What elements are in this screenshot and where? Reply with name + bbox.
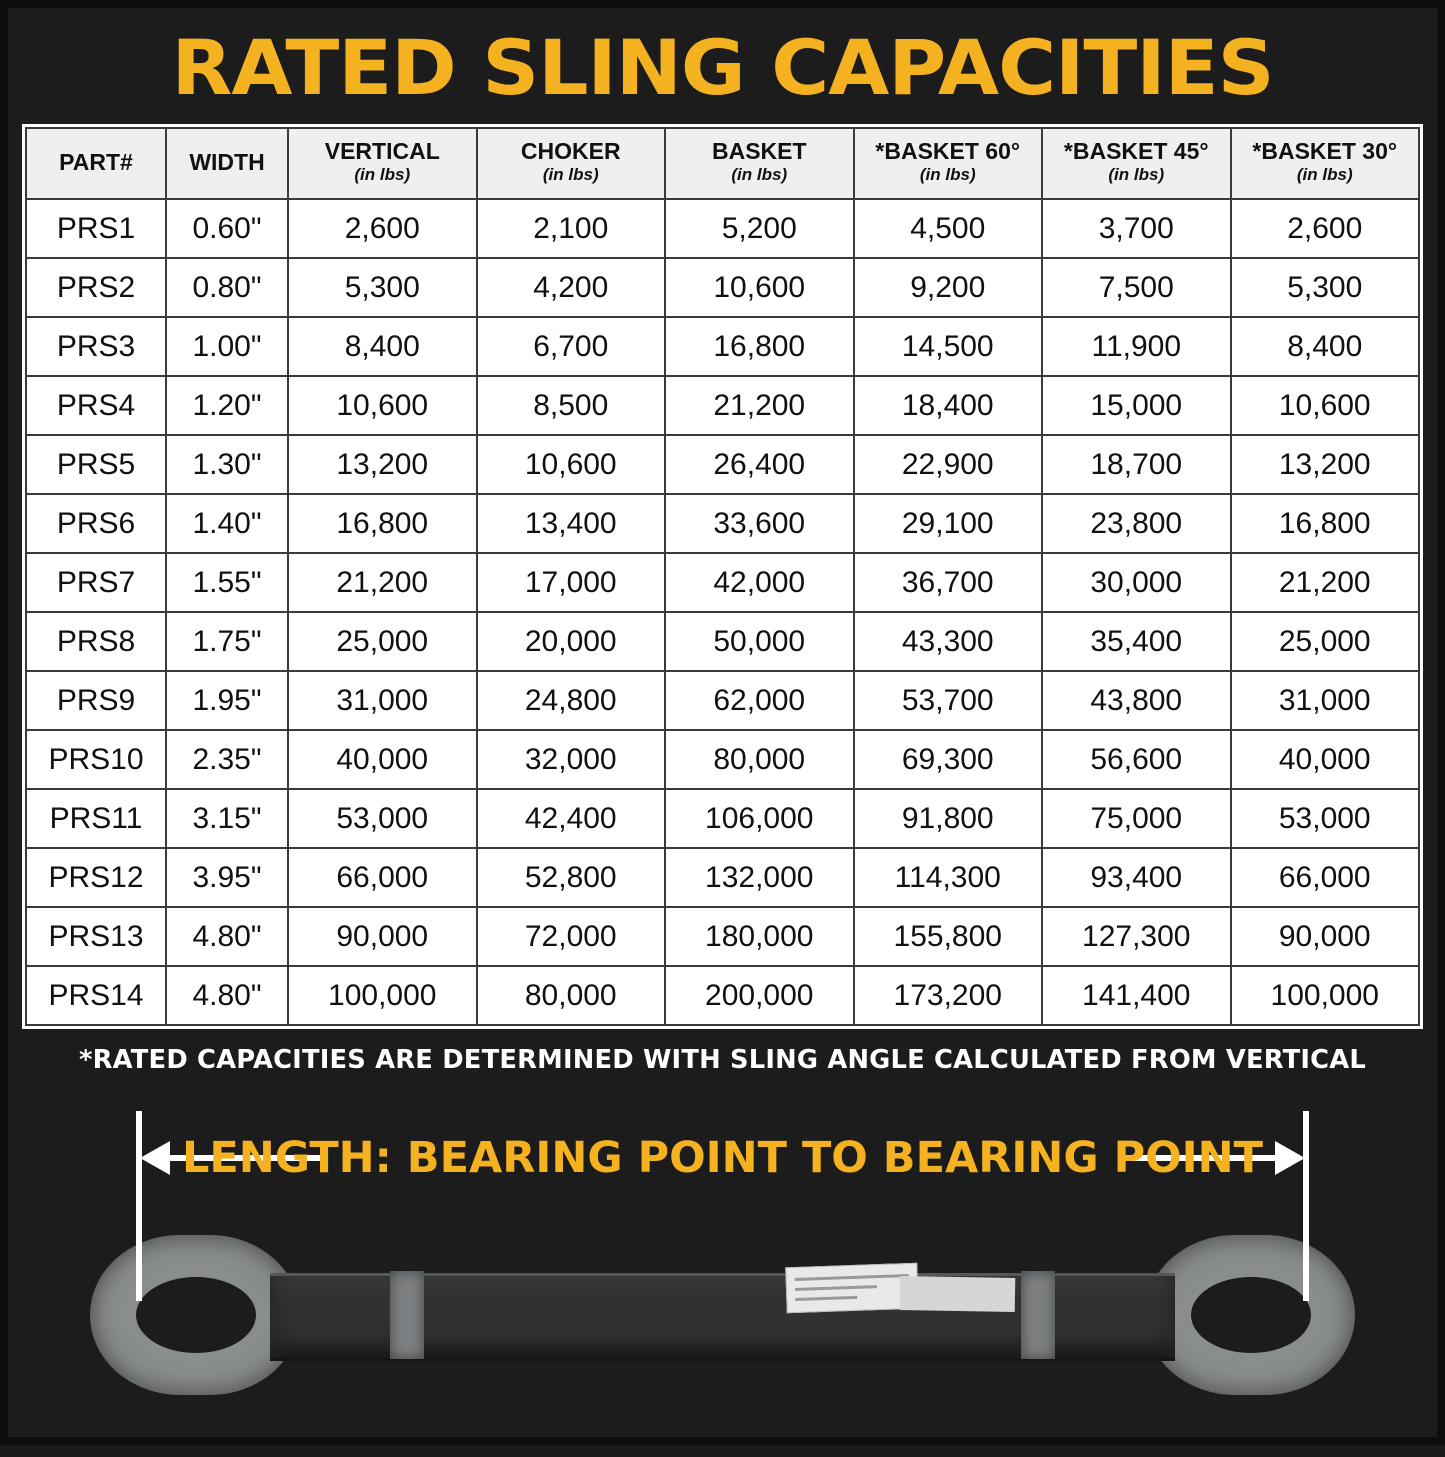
cell-basket-30: 5,300 [1231,258,1420,317]
cell-vertical: 10,600 [288,376,477,435]
tag-line [795,1296,857,1301]
column-header-part [26,128,166,199]
tag-line [795,1286,877,1292]
cell-basket: 10,600 [665,258,854,317]
cell-basket: 200,000 [665,966,854,1025]
table-row [26,317,1419,376]
cell-basket-30: 8,400 [1231,317,1420,376]
cell-basket: 106,000 [665,789,854,848]
cell-width: 4.80" [166,966,288,1025]
cell-vertical: 8,400 [288,317,477,376]
table-row [26,258,1419,317]
cell-choker: 52,800 [477,848,666,907]
column-header-basket-45 [1042,128,1231,199]
cell-choker: 32,000 [477,730,666,789]
header-sub: (in lbs) [354,165,411,185]
cell-basket: 80,000 [665,730,854,789]
cell-width: 1.00" [166,317,288,376]
cell-part: PRS13 [26,907,166,966]
cell-basket-30: 13,200 [1231,435,1420,494]
length-measure-label: LENGTH: BEARING POINT TO BEARING POINT [182,1133,1263,1184]
cell-part: PRS3 [26,317,166,376]
header-main: *BASKET 60° [875,138,1021,164]
cell-basket: 132,000 [665,848,854,907]
cell-vertical: 100,000 [288,966,477,1025]
cell-basket-45: 3,700 [1042,199,1231,258]
cell-basket: 62,000 [665,671,854,730]
table-row [26,789,1419,848]
table-row [26,612,1419,671]
cell-basket-45: 7,500 [1042,258,1231,317]
cell-basket: 26,400 [665,435,854,494]
cell-basket-45: 141,400 [1042,966,1231,1025]
cell-part: PRS8 [26,612,166,671]
header-sub: (in lbs) [1296,165,1353,185]
footnote-text: *RATED CAPACITIES ARE DETERMINED WITH SLING ANGLE CALCULATED FROM VERTICAL [78,1045,1366,1076]
column-header-basket-60 [854,128,1043,199]
header-sub: (in lbs) [542,165,599,185]
cell-basket-60: 53,700 [854,671,1043,730]
cell-basket-30: 2,600 [1231,199,1420,258]
capacities-table-container [22,124,1423,1029]
header-sub: (in lbs) [1108,165,1165,185]
cell-width: 0.60" [166,199,288,258]
cell-basket-60: 4,500 [854,199,1043,258]
table-row [26,907,1419,966]
cell-basket-30: 31,000 [1231,671,1420,730]
cell-vertical: 53,000 [288,789,477,848]
cell-part: PRS7 [26,553,166,612]
cell-basket-30: 66,000 [1231,848,1420,907]
capacities-table [25,127,1420,1026]
cell-basket-45: 30,000 [1042,553,1231,612]
cell-basket-60: 9,200 [854,258,1043,317]
cell-choker: 10,600 [477,435,666,494]
cell-choker: 20,000 [477,612,666,671]
cell-choker: 17,000 [477,553,666,612]
cell-vertical: 21,200 [288,553,477,612]
cell-vertical: 31,000 [288,671,477,730]
cell-part: PRS14 [26,966,166,1025]
header-main: *BASKET 30° [1252,138,1398,164]
tag-line [794,1274,908,1281]
cell-basket-45: 11,900 [1042,317,1231,376]
column-header-basket-30 [1231,128,1420,199]
header-sub: (in lbs) [731,165,788,185]
cell-basket-45: 23,800 [1042,494,1231,553]
sling-label-tag-secondary [899,1276,1015,1312]
table-row [26,730,1419,789]
cell-basket-30: 10,600 [1231,376,1420,435]
cell-basket-45: 18,700 [1042,435,1231,494]
header-main: *BASKET 45° [1063,138,1209,164]
cell-choker: 80,000 [477,966,666,1025]
cell-basket-30: 25,000 [1231,612,1420,671]
cell-basket-60: 155,800 [854,907,1043,966]
cell-basket: 16,800 [665,317,854,376]
cell-basket-60: 43,300 [854,612,1043,671]
table-body [26,199,1419,1025]
cell-basket-45: 93,400 [1042,848,1231,907]
cell-vertical: 13,200 [288,435,477,494]
table-header [26,128,1419,199]
table-row [26,553,1419,612]
cell-basket-45: 127,300 [1042,907,1231,966]
cell-vertical: 90,000 [288,907,477,966]
cell-basket-30: 100,000 [1231,966,1420,1025]
cell-basket-45: 43,800 [1042,671,1231,730]
cell-width: 3.15" [166,789,288,848]
column-header-width [166,128,288,199]
table-header-row [26,128,1419,199]
cell-width: 1.30" [166,435,288,494]
cell-width: 4.80" [166,907,288,966]
cell-basket: 33,600 [665,494,854,553]
cell-basket-45: 75,000 [1042,789,1231,848]
cell-basket-60: 18,400 [854,376,1043,435]
table-row [26,966,1419,1025]
sling-eye-left [90,1235,300,1395]
cell-basket-45: 56,600 [1042,730,1231,789]
sling-label-tag [785,1263,919,1314]
cell-part: PRS11 [26,789,166,848]
cell-basket: 180,000 [665,907,854,966]
cell-vertical: 16,800 [288,494,477,553]
header-main: VERTICAL [324,138,440,164]
cell-width: 3.95" [166,848,288,907]
cell-part: PRS9 [26,671,166,730]
cell-width: 1.40" [166,494,288,553]
cell-vertical: 66,000 [288,848,477,907]
cell-choker: 72,000 [477,907,666,966]
cell-choker: 8,500 [477,376,666,435]
cell-width: 1.75" [166,612,288,671]
column-header-vertical [288,128,477,199]
cell-basket-60: 69,300 [854,730,1043,789]
length-diagram [0,1097,1445,1457]
cell-basket-30: 53,000 [1231,789,1420,848]
cell-part: PRS4 [26,376,166,435]
table-row [26,435,1419,494]
cell-basket-60: 14,500 [854,317,1043,376]
cell-basket-60: 22,900 [854,435,1043,494]
cell-width: 0.80" [166,258,288,317]
cell-choker: 2,100 [477,199,666,258]
cell-width: 1.20" [166,376,288,435]
cell-basket: 50,000 [665,612,854,671]
cell-width: 1.95" [166,671,288,730]
header-main: CHOKER [520,138,621,164]
cell-basket: 42,000 [665,553,854,612]
cell-basket-30: 90,000 [1231,907,1420,966]
cell-vertical: 40,000 [288,730,477,789]
page-title: RATED SLING CAPACITIES [171,23,1274,112]
table-row [26,494,1419,553]
header-main: WIDTH [189,149,265,176]
cell-basket: 21,200 [665,376,854,435]
table-row [26,671,1419,730]
cell-part: PRS5 [26,435,166,494]
cell-basket-30: 21,200 [1231,553,1420,612]
cell-choker: 4,200 [477,258,666,317]
header-main: BASKET [711,138,807,164]
cell-part: PRS2 [26,258,166,317]
sling-sleeve-left [390,1271,424,1359]
cell-basket-60: 29,100 [854,494,1043,553]
sling-sleeve-right [1021,1271,1055,1359]
column-header-basket [665,128,854,199]
cell-basket-60: 173,200 [854,966,1043,1025]
cell-choker: 6,700 [477,317,666,376]
cell-basket-60: 91,800 [854,789,1043,848]
header-main: PART# [59,149,133,176]
cell-vertical: 25,000 [288,612,477,671]
cell-choker: 42,400 [477,789,666,848]
cell-choker: 24,800 [477,671,666,730]
cell-basket-60: 114,300 [854,848,1043,907]
column-header-choker [477,128,666,199]
sling-eye-right [1145,1235,1355,1395]
cell-choker: 13,400 [477,494,666,553]
cell-part: PRS1 [26,199,166,258]
cell-vertical: 2,600 [288,199,477,258]
cell-basket-30: 40,000 [1231,730,1420,789]
header-sub: (in lbs) [919,165,976,185]
table-row [26,848,1419,907]
cell-basket-60: 36,700 [854,553,1043,612]
cell-part: PRS12 [26,848,166,907]
table-row [26,199,1419,258]
round-sling-illustration [90,1225,1355,1410]
cell-basket-30: 16,800 [1231,494,1420,553]
cell-width: 2.35" [166,730,288,789]
cell-basket-45: 35,400 [1042,612,1231,671]
cell-part: PRS10 [26,730,166,789]
cell-width: 1.55" [166,553,288,612]
cell-basket-45: 15,000 [1042,376,1231,435]
table-row [26,376,1419,435]
cell-vertical: 5,300 [288,258,477,317]
cell-part: PRS6 [26,494,166,553]
cell-basket: 5,200 [665,199,854,258]
